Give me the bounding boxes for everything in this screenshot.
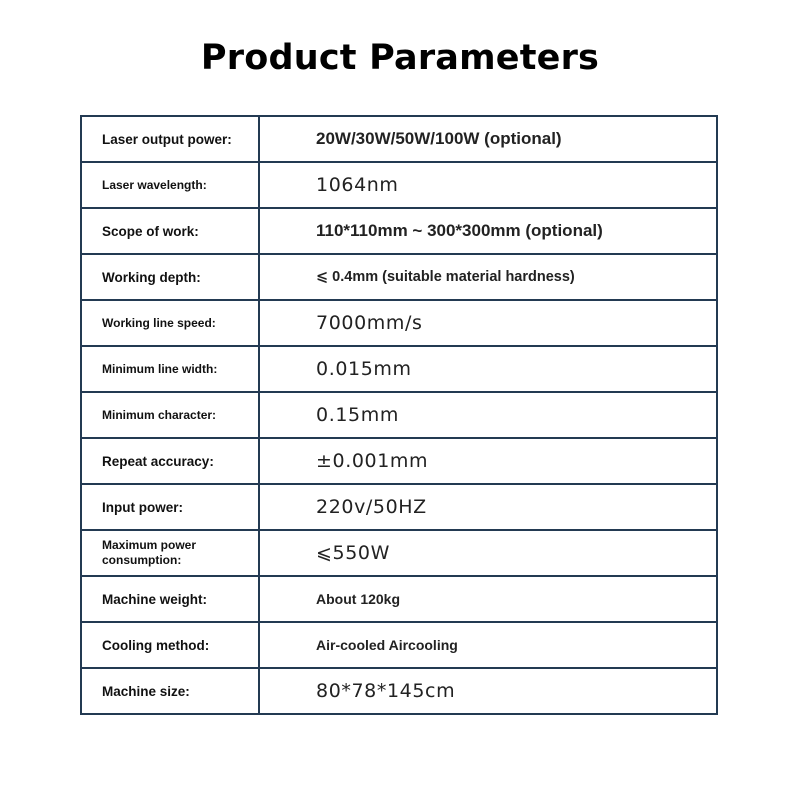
table-row bbox=[81, 300, 717, 346]
table-row bbox=[81, 392, 717, 438]
param-value-working-line-speed: 7000mm/s bbox=[259, 300, 717, 346]
param-value-minimum-character: 0.15mm bbox=[259, 392, 717, 438]
table-row bbox=[81, 576, 717, 622]
param-value-input-power: 220v/50HZ bbox=[259, 484, 717, 530]
page-title: Product Parameters bbox=[200, 38, 600, 78]
product-parameters-table bbox=[80, 115, 718, 715]
table-row bbox=[81, 254, 717, 300]
param-label-minimum-line-width: Minimum line width: bbox=[81, 346, 259, 392]
param-value-machine-weight: About 120kg bbox=[259, 576, 717, 622]
param-value-cooling-method: Air-cooled Aircooling bbox=[259, 622, 717, 668]
param-label-minimum-character: Minimum character: bbox=[81, 392, 259, 438]
param-label-maximum-power-consumption: Maximum power consumption: bbox=[81, 530, 259, 576]
param-value-scope-of-work: 110*110mm ~ 300*300mm (optional) bbox=[259, 208, 717, 254]
table-row bbox=[81, 668, 717, 714]
param-label-working-line-speed: Working line speed: bbox=[81, 300, 259, 346]
table-row bbox=[81, 116, 717, 162]
param-value-laser-output-power: 20W/30W/50W/100W (optional) bbox=[259, 116, 717, 162]
table-row bbox=[81, 162, 717, 208]
table-row bbox=[81, 530, 717, 576]
param-value-laser-wavelength: 1064nm bbox=[259, 162, 717, 208]
param-label-scope-of-work: Scope of work: bbox=[81, 208, 259, 254]
param-label-input-power: Input power: bbox=[81, 484, 259, 530]
table-row bbox=[81, 622, 717, 668]
table-row bbox=[81, 484, 717, 530]
table-row bbox=[81, 208, 717, 254]
table-row bbox=[81, 346, 717, 392]
param-value-machine-size: 80*78*145cm bbox=[259, 668, 717, 714]
param-value-minimum-line-width: 0.015mm bbox=[259, 346, 717, 392]
param-label-cooling-method: Cooling method: bbox=[81, 622, 259, 668]
param-value-repeat-accuracy: ±0.001mm bbox=[259, 438, 717, 484]
param-label-machine-weight: Machine weight: bbox=[81, 576, 259, 622]
param-label-machine-size: Machine size: bbox=[81, 668, 259, 714]
param-label-laser-output-power: Laser output power: bbox=[81, 116, 259, 162]
param-label-working-depth: Working depth: bbox=[81, 254, 259, 300]
table-row bbox=[81, 438, 717, 484]
param-label-laser-wavelength: Laser wavelength: bbox=[81, 162, 259, 208]
param-value-working-depth: ⩽ 0.4mm (suitable material hardness) bbox=[259, 254, 717, 300]
param-value-maximum-power-consumption: ⩽550W bbox=[259, 530, 717, 576]
param-label-repeat-accuracy: Repeat accuracy: bbox=[81, 438, 259, 484]
